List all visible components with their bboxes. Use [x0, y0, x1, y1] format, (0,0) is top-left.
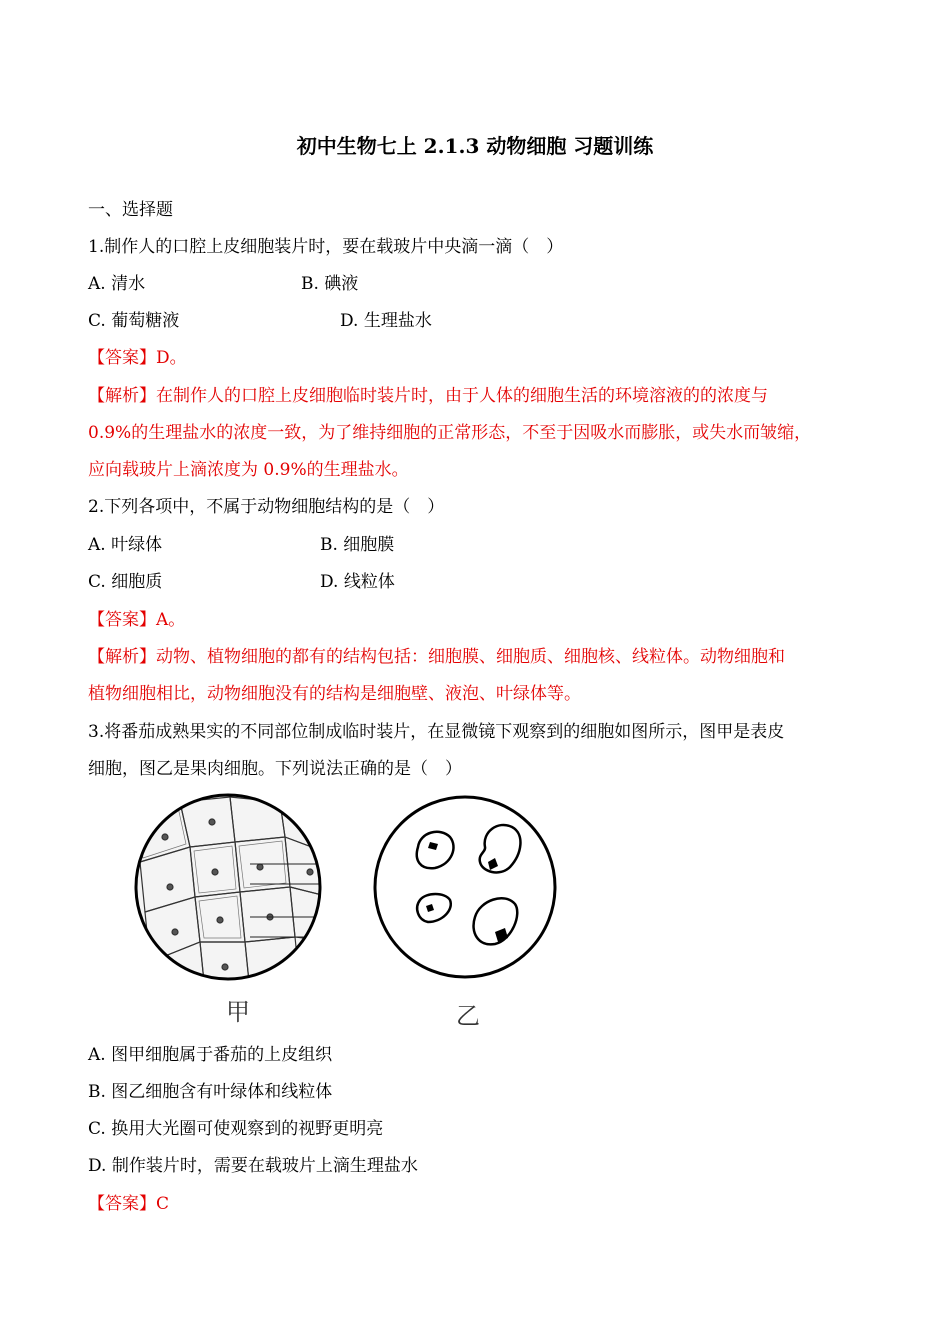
- figure-label-jia: 甲: [226, 998, 250, 1026]
- q3-stem-line: 3.将番茄成熟果实的不同部位制成临时装片，在显微镜下观察到的细胞如图所示，图甲是表皮: [88, 722, 785, 742]
- q1-analysis-line: 【解析】在制作人的口腔上皮细胞临时装片时，由于人体的细胞生活的环境溶液的的浓度与: [88, 386, 768, 406]
- q2-answer: 【答案】A。: [88, 610, 186, 630]
- q2-option-a: A. 叶绿体: [88, 535, 163, 555]
- q2-analysis-line: 【解析】动物、植物细胞的都有的结构包括：细胞膜、细胞质、细胞核、线粒体。动物细胞和: [88, 647, 785, 667]
- q2-option-b: B. 细胞膜: [320, 535, 395, 555]
- q2-analysis-line: 植物细胞相比，动物细胞没有的结构是细胞壁、液泡、叶绿体等。: [88, 684, 581, 704]
- q2-option-c: C. 细胞质: [88, 572, 163, 592]
- q2-option-d: D. 线粒体: [320, 572, 395, 592]
- q3-stem-line: 细胞，图乙是果肉细胞。下列说法正确的是（ ）: [88, 759, 462, 779]
- q1-stem: 1.制作人的口腔上皮细胞装片时，要在载玻片中央滴一滴（ ）: [88, 237, 564, 257]
- pulp-cells-view: [375, 797, 555, 977]
- q3-option-c: C. 换用大光圈可使观察到的视野更明亮: [88, 1119, 384, 1139]
- q1-option-b: B. 碘液: [301, 274, 359, 294]
- figure-label-yi: 乙: [456, 1002, 480, 1030]
- q1-analysis-line: 应向载玻片上滴浓度为 0.9%的生理盐水。: [88, 460, 409, 480]
- section-heading: 一、选择题: [88, 200, 173, 220]
- q1-option-a: A. 清水: [88, 274, 146, 294]
- q3-answer: 【答案】C: [88, 1194, 170, 1214]
- epidermis-cells-view: [120, 792, 340, 1002]
- q3-option-b: B. 图乙细胞含有叶绿体和线粒体: [88, 1082, 333, 1102]
- q1-option-c: C. 葡萄糖液: [88, 311, 180, 331]
- q3-option-d: D. 制作装片时，需要在载玻片上滴生理盐水: [88, 1156, 418, 1176]
- q1-option-d: D. 生理盐水: [340, 311, 432, 331]
- page-title: 初中生物七上 2.1.3 动物细胞 习题训练: [296, 134, 654, 158]
- microscope-figure: [120, 792, 560, 1032]
- q1-analysis-line: 0.9%的生理盐水的浓度一致，为了维持细胞的正常形态，不至于因吸水而膨胀，或失水而皱缩，: [88, 423, 812, 443]
- q2-stem: 2.下列各项中，不属于动物细胞结构的是（ ）: [88, 497, 445, 517]
- q3-option-a: A. 图甲细胞属于番茄的上皮组织: [88, 1045, 333, 1065]
- q1-answer: 【答案】D。: [88, 348, 187, 368]
